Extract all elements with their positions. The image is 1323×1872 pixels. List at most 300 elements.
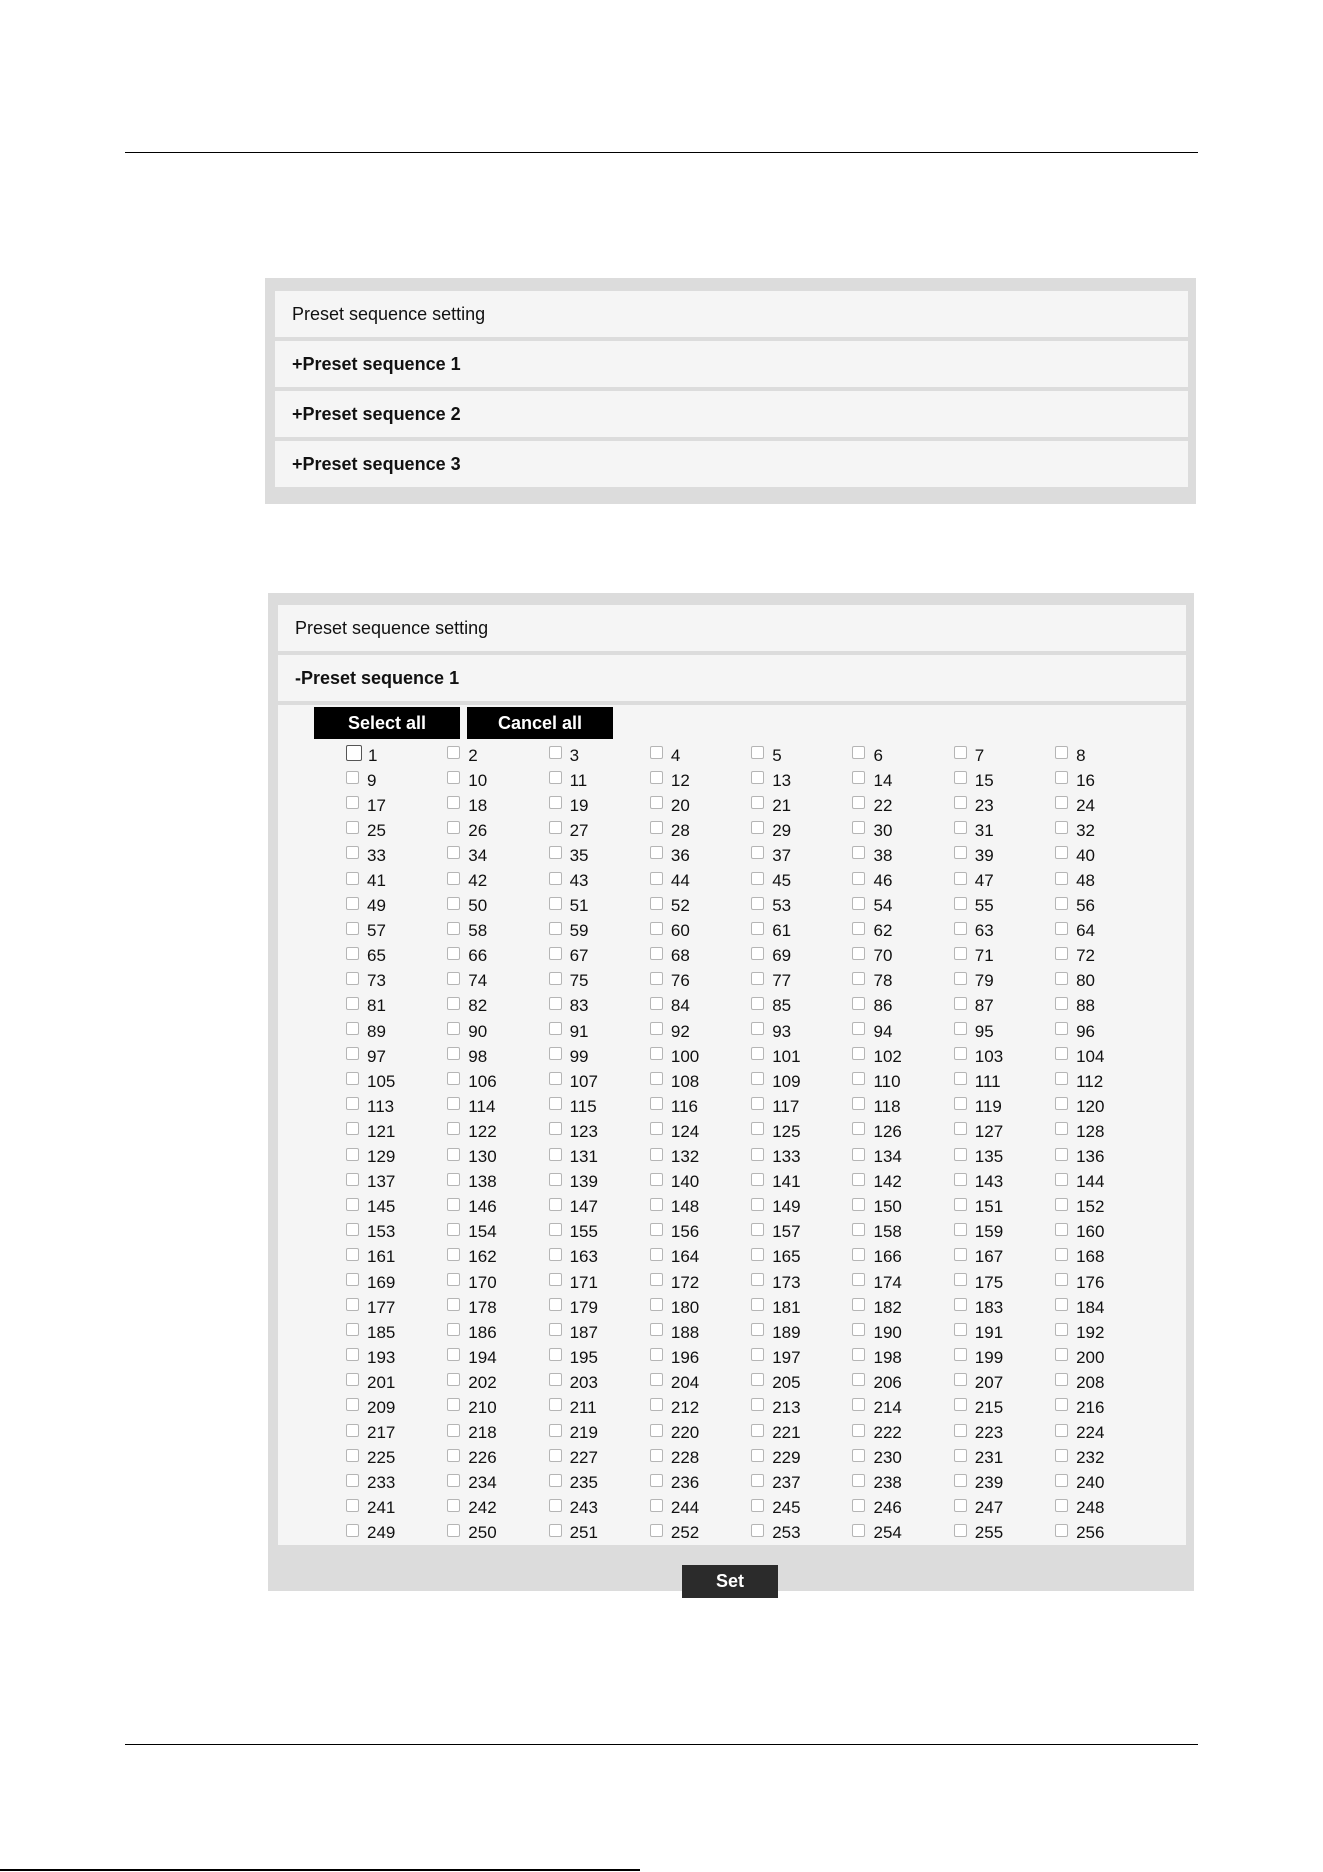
preset-checkbox[interactable] (852, 1449, 865, 1462)
preset-checkbox[interactable] (751, 1022, 764, 1035)
preset-checkbox[interactable] (346, 821, 359, 834)
preset-checkbox[interactable] (1055, 796, 1068, 809)
preset-checkbox-label: 252 (670, 1523, 700, 1543)
preset-checkbox[interactable] (650, 1373, 663, 1386)
preset-checkbox[interactable] (650, 1022, 663, 1035)
preset-checkbox-item (447, 768, 548, 793)
preset-checkbox[interactable] (650, 746, 663, 759)
preset-checkbox[interactable] (954, 1398, 967, 1411)
preset-checkbox[interactable] (751, 972, 764, 985)
preset-checkbox[interactable] (1055, 1474, 1068, 1487)
preset-checkbox[interactable] (954, 1148, 967, 1161)
preset-checkbox[interactable] (650, 1449, 663, 1462)
preset-checkbox[interactable] (346, 922, 359, 935)
preset-checkbox[interactable] (447, 872, 460, 885)
preset-checkbox[interactable] (954, 1122, 967, 1135)
preset-checkbox[interactable] (852, 1022, 865, 1035)
preset-checkbox[interactable] (549, 1524, 562, 1537)
preset-checkbox[interactable] (650, 997, 663, 1010)
preset-checkbox[interactable] (447, 1499, 460, 1512)
preset-checkbox[interactable] (1055, 872, 1068, 885)
preset-checkbox[interactable] (650, 1273, 663, 1286)
preset-checkbox[interactable] (751, 1248, 764, 1261)
preset-checkbox[interactable] (650, 1398, 663, 1411)
preset-checkbox-item (954, 1245, 1055, 1270)
preset-checkbox[interactable] (549, 1047, 562, 1060)
preset-checkbox[interactable] (549, 1122, 562, 1135)
preset-checkbox-item (1055, 1220, 1156, 1245)
preset-checkbox[interactable] (346, 1122, 359, 1135)
preset-checkbox-item (751, 1496, 852, 1521)
preset-checkbox[interactable] (650, 1148, 663, 1161)
preset-checkbox[interactable] (549, 1022, 562, 1035)
preset-checkbox[interactable] (1055, 1373, 1068, 1386)
preset-checkbox[interactable] (346, 1198, 359, 1211)
preset-checkbox[interactable] (751, 796, 764, 809)
preset-checkbox[interactable] (549, 1424, 562, 1437)
preset-checkbox[interactable] (447, 972, 460, 985)
preset-checkbox[interactable] (1055, 1248, 1068, 1261)
preset-sequence-1-toggle[interactable]: +Preset sequence 1 (275, 341, 1188, 387)
preset-checkbox[interactable] (954, 997, 967, 1010)
preset-checkbox[interactable] (549, 1072, 562, 1085)
preset-checkbox[interactable] (852, 1298, 865, 1311)
preset-checkbox[interactable] (954, 1223, 967, 1236)
preset-checkbox[interactable] (751, 1097, 764, 1110)
preset-checkbox[interactable] (852, 746, 865, 759)
preset-checkbox[interactable] (1055, 1148, 1068, 1161)
preset-checkbox[interactable] (954, 1348, 967, 1361)
preset-checkbox[interactable] (549, 1097, 562, 1110)
preset-checkbox[interactable] (549, 872, 562, 885)
preset-checkbox[interactable] (447, 1198, 460, 1211)
preset-checkbox[interactable] (954, 947, 967, 960)
preset-checkbox[interactable] (650, 947, 663, 960)
preset-checkbox[interactable] (1055, 1198, 1068, 1211)
preset-checkbox[interactable] (650, 796, 663, 809)
preset-checkbox[interactable] (650, 846, 663, 859)
preset-checkbox[interactable] (346, 745, 362, 761)
preset-checkbox[interactable] (852, 972, 865, 985)
preset-checkbox-label: 4 (670, 745, 681, 765)
preset-checkbox[interactable] (447, 821, 460, 834)
preset-checkbox[interactable] (852, 1348, 865, 1361)
preset-checkbox[interactable] (650, 771, 663, 784)
preset-checkbox[interactable] (954, 1524, 967, 1537)
preset-checkbox[interactable] (549, 947, 562, 960)
preset-checkbox[interactable] (954, 1022, 967, 1035)
preset-checkbox[interactable] (346, 1173, 359, 1186)
preset-checkbox[interactable] (1055, 746, 1068, 759)
preset-checkbox[interactable] (447, 997, 460, 1010)
preset-checkbox[interactable] (954, 1072, 967, 1085)
preset-checkbox[interactable] (650, 1223, 663, 1236)
preset-checkbox[interactable] (549, 1398, 562, 1411)
preset-checkbox[interactable] (954, 1499, 967, 1512)
preset-checkbox[interactable] (751, 1148, 764, 1161)
preset-checkbox[interactable] (447, 1223, 460, 1236)
preset-checkbox[interactable] (346, 1298, 359, 1311)
preset-checkbox-item (447, 1245, 548, 1270)
preset-checkbox[interactable] (346, 1398, 359, 1411)
preset-checkbox[interactable] (954, 796, 967, 809)
preset-checkbox[interactable] (1055, 846, 1068, 859)
preset-checkbox[interactable] (447, 947, 460, 960)
preset-checkbox[interactable] (650, 1198, 663, 1211)
preset-checkbox-label: 182 (873, 1297, 902, 1317)
preset-checkbox[interactable] (751, 1047, 764, 1060)
preset-checkbox[interactable] (1055, 947, 1068, 960)
preset-checkbox[interactable] (346, 1097, 359, 1110)
preset-checkbox-label: 9 (367, 770, 377, 790)
preset-checkbox[interactable] (346, 1449, 359, 1462)
preset-checkbox-item (650, 1119, 751, 1144)
preset-checkbox[interactable] (549, 1198, 562, 1211)
preset-checkbox[interactable] (751, 1173, 764, 1186)
preset-checkbox[interactable] (852, 1173, 865, 1186)
preset-checkbox[interactable] (852, 1524, 865, 1537)
preset-checkbox[interactable] (650, 1047, 663, 1060)
preset-checkbox[interactable] (447, 1173, 460, 1186)
preset-checkbox[interactable] (549, 1474, 562, 1487)
preset-checkbox[interactable] (650, 1424, 663, 1437)
preset-checkbox[interactable] (751, 1122, 764, 1135)
preset-checkbox[interactable] (447, 1323, 460, 1336)
preset-checkbox[interactable] (346, 947, 359, 960)
preset-checkbox[interactable] (549, 1273, 562, 1286)
preset-checkbox[interactable] (346, 1424, 359, 1437)
preset-checkbox[interactable] (549, 1373, 562, 1386)
preset-checkbox[interactable] (751, 872, 764, 885)
preset-checkbox[interactable] (1055, 897, 1068, 910)
preset-checkbox[interactable] (852, 947, 865, 960)
preset-checkbox[interactable] (346, 997, 359, 1010)
preset-checkbox[interactable] (954, 1198, 967, 1211)
preset-checkbox-item (1055, 1395, 1156, 1420)
preset-checkbox[interactable] (346, 771, 359, 784)
preset-checkbox[interactable] (852, 922, 865, 935)
preset-checkbox-label: 60 (670, 921, 690, 941)
preset-checkbox-label: 213 (772, 1397, 801, 1417)
preset-checkbox[interactable] (650, 1298, 663, 1311)
preset-checkbox-label: 66 (468, 946, 488, 966)
preset-checkbox[interactable] (346, 1248, 359, 1261)
preset-checkbox-label: 15 (974, 770, 994, 790)
preset-checkbox[interactable] (650, 972, 663, 985)
preset-checkbox-label: 58 (468, 921, 488, 941)
preset-checkbox[interactable] (549, 746, 562, 759)
preset-checkbox[interactable] (1055, 1323, 1068, 1336)
preset-checkbox[interactable] (1055, 1122, 1068, 1135)
preset-checkbox-item (650, 1421, 751, 1446)
preset-checkbox[interactable] (852, 1398, 865, 1411)
preset-sequence-2-toggle[interactable]: +Preset sequence 2 (275, 391, 1188, 437)
preset-checkbox[interactable] (346, 1474, 359, 1487)
preset-checkbox[interactable] (650, 1348, 663, 1361)
preset-checkbox-item (751, 1195, 852, 1220)
preset-checkbox[interactable] (650, 922, 663, 935)
preset-checkbox[interactable] (1055, 1072, 1068, 1085)
preset-checkbox[interactable] (751, 947, 764, 960)
preset-checkbox[interactable] (447, 1449, 460, 1462)
preset-checkbox[interactable] (954, 1173, 967, 1186)
preset-checkbox[interactable] (852, 1499, 865, 1512)
preset-checkbox[interactable] (1055, 1223, 1068, 1236)
preset-checkbox[interactable] (1055, 1524, 1068, 1537)
preset-checkbox[interactable] (346, 1373, 359, 1386)
preset-checkbox[interactable] (346, 1524, 359, 1537)
preset-checkbox[interactable] (650, 821, 663, 834)
preset-checkbox[interactable] (447, 1273, 460, 1286)
preset-checkbox[interactable] (1055, 1047, 1068, 1060)
preset-checkbox[interactable] (447, 1348, 460, 1361)
preset-checkbox[interactable] (852, 1198, 865, 1211)
preset-checkbox[interactable] (650, 1474, 663, 1487)
preset-checkbox[interactable] (549, 1173, 562, 1186)
preset-checkbox[interactable] (852, 1122, 865, 1135)
preset-checkbox[interactable] (346, 1022, 359, 1035)
preset-checkbox-label: 139 (569, 1172, 598, 1192)
select-all-button[interactable]: Select all (314, 707, 460, 739)
preset-checkbox[interactable] (852, 1097, 865, 1110)
preset-checkbox[interactable] (954, 846, 967, 859)
preset-checkbox[interactable] (954, 872, 967, 885)
preset-checkbox[interactable] (1055, 1298, 1068, 1311)
preset-checkbox[interactable] (954, 1097, 967, 1110)
preset-checkbox[interactable] (346, 972, 359, 985)
preset-checkbox[interactable] (549, 771, 562, 784)
preset-checkbox[interactable] (346, 1047, 359, 1060)
preset-checkbox[interactable] (549, 796, 562, 809)
preset-checkbox-item (447, 1170, 548, 1195)
preset-checkbox[interactable] (751, 746, 764, 759)
preset-checkbox[interactable] (1055, 1424, 1068, 1437)
preset-checkbox-label: 175 (974, 1272, 1004, 1292)
preset-checkbox[interactable] (549, 897, 562, 910)
preset-checkbox[interactable] (751, 1398, 764, 1411)
preset-checkbox[interactable] (447, 1148, 460, 1161)
preset-checkbox[interactable] (346, 796, 359, 809)
preset-checkbox-item (852, 1370, 953, 1395)
preset-checkbox[interactable] (1055, 821, 1068, 834)
preset-checkbox[interactable] (1055, 1273, 1068, 1286)
preset-checkbox-label: 42 (468, 871, 488, 891)
cancel-all-button[interactable]: Cancel all (467, 707, 613, 739)
preset-checkbox[interactable] (447, 1248, 460, 1261)
preset-checkbox[interactable] (447, 796, 460, 809)
preset-checkbox[interactable] (751, 1323, 764, 1336)
preset-checkbox[interactable] (954, 1273, 967, 1286)
preset-checkbox[interactable] (751, 1273, 764, 1286)
preset-checkbox[interactable] (954, 897, 967, 910)
preset-checkbox[interactable] (954, 1424, 967, 1437)
preset-checkbox[interactable] (751, 1524, 764, 1537)
preset-checkbox-label: 211 (569, 1397, 597, 1417)
preset-checkbox[interactable] (852, 821, 865, 834)
preset-checkbox[interactable] (954, 821, 967, 834)
preset-checkbox[interactable] (1055, 1097, 1068, 1110)
preset-checkbox[interactable] (549, 922, 562, 935)
preset-checkbox[interactable] (549, 997, 562, 1010)
preset-checkbox[interactable] (1055, 1449, 1068, 1462)
preset-checkbox[interactable] (549, 846, 562, 859)
preset-checkbox[interactable] (751, 897, 764, 910)
preset-checkbox[interactable] (852, 796, 865, 809)
preset-checkbox-item (1055, 1145, 1156, 1170)
preset-checkbox[interactable] (549, 1148, 562, 1161)
preset-checkbox[interactable] (751, 1348, 764, 1361)
preset-checkbox[interactable] (852, 1047, 865, 1060)
preset-checkbox[interactable] (751, 1474, 764, 1487)
preset-checkbox[interactable] (447, 1022, 460, 1035)
preset-sequence-3-toggle[interactable]: +Preset sequence 3 (275, 441, 1188, 487)
preset-checkbox[interactable] (650, 872, 663, 885)
preset-checkbox[interactable] (346, 897, 359, 910)
preset-checkbox[interactable] (852, 997, 865, 1010)
preset-checkbox[interactable] (852, 872, 865, 885)
preset-checkbox[interactable] (954, 1047, 967, 1060)
preset-checkbox[interactable] (751, 1373, 764, 1386)
preset-checkbox-label: 146 (468, 1197, 497, 1217)
preset-checkbox[interactable] (447, 1524, 460, 1537)
set-button[interactable]: Set (682, 1565, 778, 1598)
preset-checkbox[interactable] (549, 1323, 562, 1336)
preset-checkbox[interactable] (751, 1223, 764, 1236)
preset-checkbox[interactable] (346, 1348, 359, 1361)
preset-checkbox-label: 68 (670, 946, 690, 966)
preset-checkbox[interactable] (751, 997, 764, 1010)
preset-checkbox[interactable] (1055, 1348, 1068, 1361)
preset-checkbox[interactable] (751, 1424, 764, 1437)
preset-checkbox[interactable] (751, 1499, 764, 1512)
preset-checkbox[interactable] (852, 1148, 865, 1161)
preset-checkbox[interactable] (1055, 771, 1068, 784)
preset-checkbox[interactable] (447, 1398, 460, 1411)
preset-checkbox[interactable] (1055, 972, 1068, 985)
preset-checkbox[interactable] (549, 1298, 562, 1311)
preset-checkbox[interactable] (549, 1348, 562, 1361)
preset-checkbox[interactable] (852, 1223, 865, 1236)
preset-checkbox-item (650, 1220, 751, 1245)
preset-checkbox[interactable] (346, 1273, 359, 1286)
preset-checkbox[interactable] (346, 1499, 359, 1512)
preset-checkbox[interactable] (447, 1097, 460, 1110)
preset-checkbox[interactable] (346, 846, 359, 859)
preset-checkbox[interactable] (447, 771, 460, 784)
preset-checkbox[interactable] (549, 821, 562, 834)
preset-checkbox-item (549, 1019, 650, 1044)
preset-checkbox[interactable] (650, 1248, 663, 1261)
preset-checkbox[interactable] (852, 1323, 865, 1336)
preset-checkbox-label: 53 (772, 896, 792, 916)
preset-checkbox[interactable] (447, 1373, 460, 1386)
preset-checkbox[interactable] (954, 1449, 967, 1462)
preset-checkbox[interactable] (447, 897, 460, 910)
preset-checkbox[interactable] (954, 771, 967, 784)
preset-checkbox-item (751, 768, 852, 793)
preset-checkbox[interactable] (1055, 1499, 1068, 1512)
preset-checkbox[interactable] (852, 897, 865, 910)
preset-checkbox[interactable] (954, 1298, 967, 1311)
preset-checkbox[interactable] (954, 1323, 967, 1336)
preset-checkbox[interactable] (447, 1424, 460, 1437)
preset-checkbox[interactable] (549, 1248, 562, 1261)
preset-checkbox[interactable] (954, 1474, 967, 1487)
preset-checkbox[interactable] (852, 1424, 865, 1437)
preset-checkbox-label: 214 (873, 1397, 902, 1417)
preset-checkbox[interactable] (346, 1072, 359, 1085)
preset-checkbox[interactable] (954, 1373, 967, 1386)
preset-checkbox[interactable] (447, 846, 460, 859)
preset-checkbox-item (447, 944, 548, 969)
preset-checkbox[interactable] (549, 1223, 562, 1236)
preset-checkbox[interactable] (549, 972, 562, 985)
preset-checkbox[interactable] (1055, 1398, 1068, 1411)
preset-checkbox[interactable] (751, 821, 764, 834)
preset-checkbox[interactable] (751, 1072, 764, 1085)
preset-checkbox[interactable] (447, 1474, 460, 1487)
preset-checkbox[interactable] (954, 1248, 967, 1261)
preset-checkbox[interactable] (751, 1298, 764, 1311)
preset-checkbox[interactable] (346, 1323, 359, 1336)
preset-checkbox-item (447, 743, 548, 768)
preset-checkbox[interactable] (1055, 997, 1068, 1010)
preset-checkbox[interactable] (852, 1474, 865, 1487)
preset-checkbox[interactable] (751, 1198, 764, 1211)
preset-checkbox[interactable] (447, 746, 460, 759)
preset-checkbox[interactable] (954, 922, 967, 935)
preset-sequence-1-toggle[interactable]: -Preset sequence 1 (278, 655, 1186, 701)
preset-checkbox[interactable] (346, 872, 359, 885)
preset-checkbox[interactable] (852, 846, 865, 859)
preset-checkbox[interactable] (447, 1122, 460, 1135)
preset-checkbox[interactable] (447, 922, 460, 935)
preset-checkbox[interactable] (650, 1097, 663, 1110)
preset-checkbox[interactable] (751, 846, 764, 859)
preset-checkbox[interactable] (852, 1373, 865, 1386)
preset-checkbox[interactable] (650, 1173, 663, 1186)
preset-checkbox[interactable] (447, 1298, 460, 1311)
preset-checkbox-label: 127 (974, 1121, 1004, 1141)
preset-checkbox[interactable] (650, 1323, 663, 1336)
preset-checkbox[interactable] (751, 771, 764, 784)
preset-checkbox[interactable] (346, 1148, 359, 1161)
preset-checkbox[interactable] (751, 922, 764, 935)
preset-checkbox-label: 205 (772, 1372, 801, 1392)
preset-checkbox[interactable] (852, 1248, 865, 1261)
preset-checkbox[interactable] (852, 1273, 865, 1286)
preset-checkbox[interactable] (549, 1499, 562, 1512)
preset-checkbox[interactable] (650, 1524, 663, 1537)
preset-checkbox[interactable] (549, 1449, 562, 1462)
preset-checkbox[interactable] (650, 897, 663, 910)
preset-checkbox[interactable] (447, 1047, 460, 1060)
preset-checkbox[interactable] (1055, 1173, 1068, 1186)
preset-checkbox[interactable] (650, 1499, 663, 1512)
preset-checkbox[interactable] (1055, 1022, 1068, 1035)
preset-checkbox[interactable] (447, 1072, 460, 1085)
preset-checkbox[interactable] (954, 972, 967, 985)
preset-checkbox[interactable] (852, 1072, 865, 1085)
preset-checkbox-item (852, 1119, 953, 1144)
preset-checkbox[interactable] (346, 1223, 359, 1236)
preset-checkbox[interactable] (650, 1122, 663, 1135)
preset-checkbox[interactable] (751, 1449, 764, 1462)
preset-checkbox[interactable] (852, 771, 865, 784)
preset-checkbox[interactable] (1055, 922, 1068, 935)
preset-checkbox[interactable] (954, 746, 967, 759)
preset-checkbox[interactable] (650, 1072, 663, 1085)
